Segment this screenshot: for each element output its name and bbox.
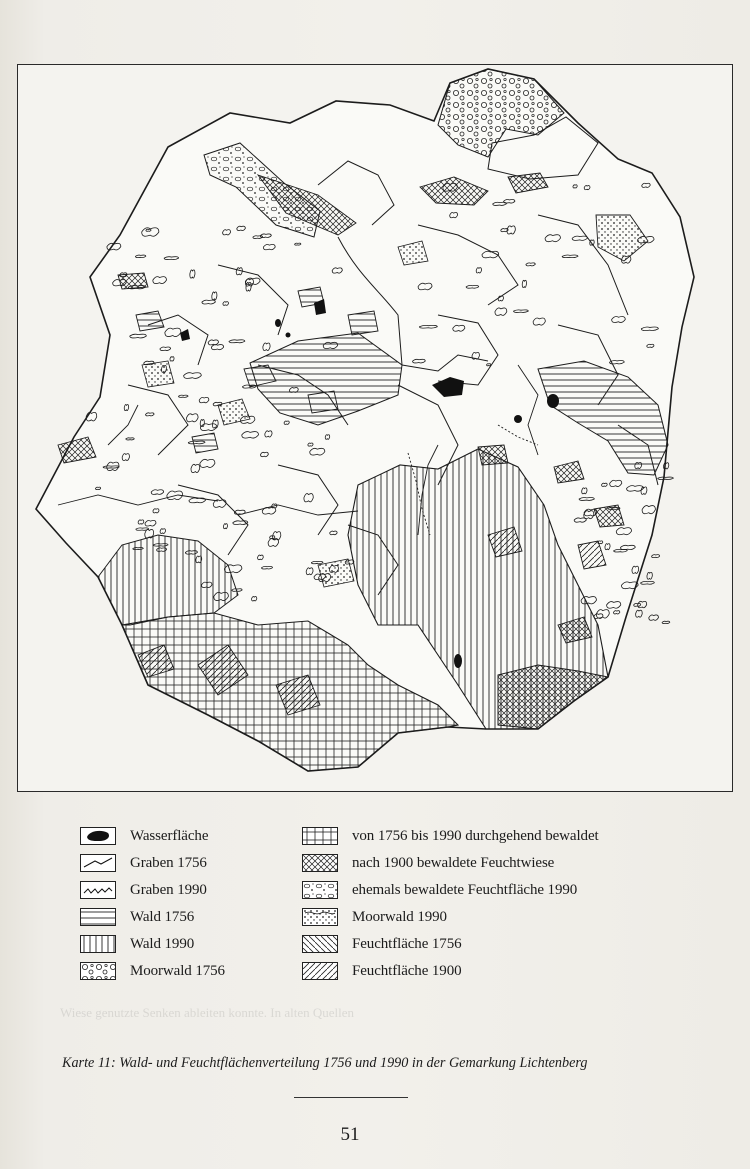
legend-item-wetland-1756: [302, 934, 462, 954]
woodland-fragment: [649, 615, 659, 620]
legend-item-bog-forest-1990: [302, 907, 447, 927]
continuous-forest-swatch: [302, 827, 338, 845]
ditch-1756-swatch: [80, 854, 116, 872]
wetland-1756-swatch: [302, 935, 338, 953]
legend-item-afforested-wet-meadow: [302, 853, 554, 873]
wetland-1900-swatch: [302, 962, 338, 980]
afforested-wet-meadow-swatch: [302, 854, 338, 872]
legend-label: Moorwald 1990: [352, 908, 447, 925]
legend-label: Wald 1756: [130, 908, 195, 925]
legend-item-former-forest-wetland: [302, 880, 577, 900]
forest-1756-swatch: [80, 908, 116, 926]
legend-item-forest-1756: [80, 907, 194, 927]
woodland-fragment: [662, 621, 670, 623]
legend-item-ditch-1756: [80, 853, 207, 873]
legend-label: Graben 1990: [130, 881, 207, 898]
woodland-fragment: [636, 610, 643, 617]
legend-label: von 1756 bis 1990 durchgehend bewaldet: [352, 827, 599, 844]
legend-label: Wasserfläche: [130, 827, 209, 844]
forest-1990-swatch: [80, 935, 116, 953]
woodland-fragment: [634, 603, 641, 606]
legend-item-forest-1990: [80, 934, 194, 954]
woodland-fragment: [638, 601, 647, 607]
bleed-through-text: Wiese genutzte Senken ableiten konnte. In alten Quellen: [60, 1005, 355, 1020]
legend-label: Wald 1990: [130, 935, 195, 952]
legend-label: ehemals bewaldete Feuchtfläche 1990: [352, 881, 578, 898]
bog-forest-1756-swatch: [80, 962, 116, 980]
afforested-wet-meadow-block: [498, 665, 608, 729]
map-caption: Karte 11: Wald- und Feuchtflächenverteilung 1756 und 1990 in der Gemarkung Lichtenberg: [62, 1055, 588, 1071]
woodland-fragment: [641, 581, 655, 584]
legend-label: nach 1900 bewaldete Feuchtwiese: [352, 854, 555, 871]
page-number: 51: [340, 1124, 360, 1145]
legend-label: Feuchtfläche 1900: [352, 962, 462, 979]
map-legend: [80, 826, 680, 986]
former-forest-wetland-swatch: [302, 881, 338, 899]
map-frame: [17, 64, 733, 792]
woodland-fragment: [652, 555, 660, 558]
legend-label: Moorwald 1756: [130, 962, 225, 979]
water-area-swatch: [80, 827, 116, 845]
legend-item-water: [80, 826, 208, 846]
legend-item-ditch-1990: [80, 880, 207, 900]
legend-label: Feuchtfläche 1756: [352, 935, 462, 952]
bog-forest-1990-swatch: [302, 908, 338, 926]
ditch-1990-swatch: [80, 881, 116, 899]
legend-item-bog-forest-1756: [80, 961, 225, 981]
lichtenberg-map: [18, 65, 734, 793]
legend-item-wetland-1900: [302, 961, 462, 981]
woodland-fragment: [647, 572, 652, 579]
footer-divider: [294, 1097, 408, 1098]
legend-item-continuous-forest: [302, 826, 599, 846]
legend-label: Graben 1756: [130, 854, 207, 871]
